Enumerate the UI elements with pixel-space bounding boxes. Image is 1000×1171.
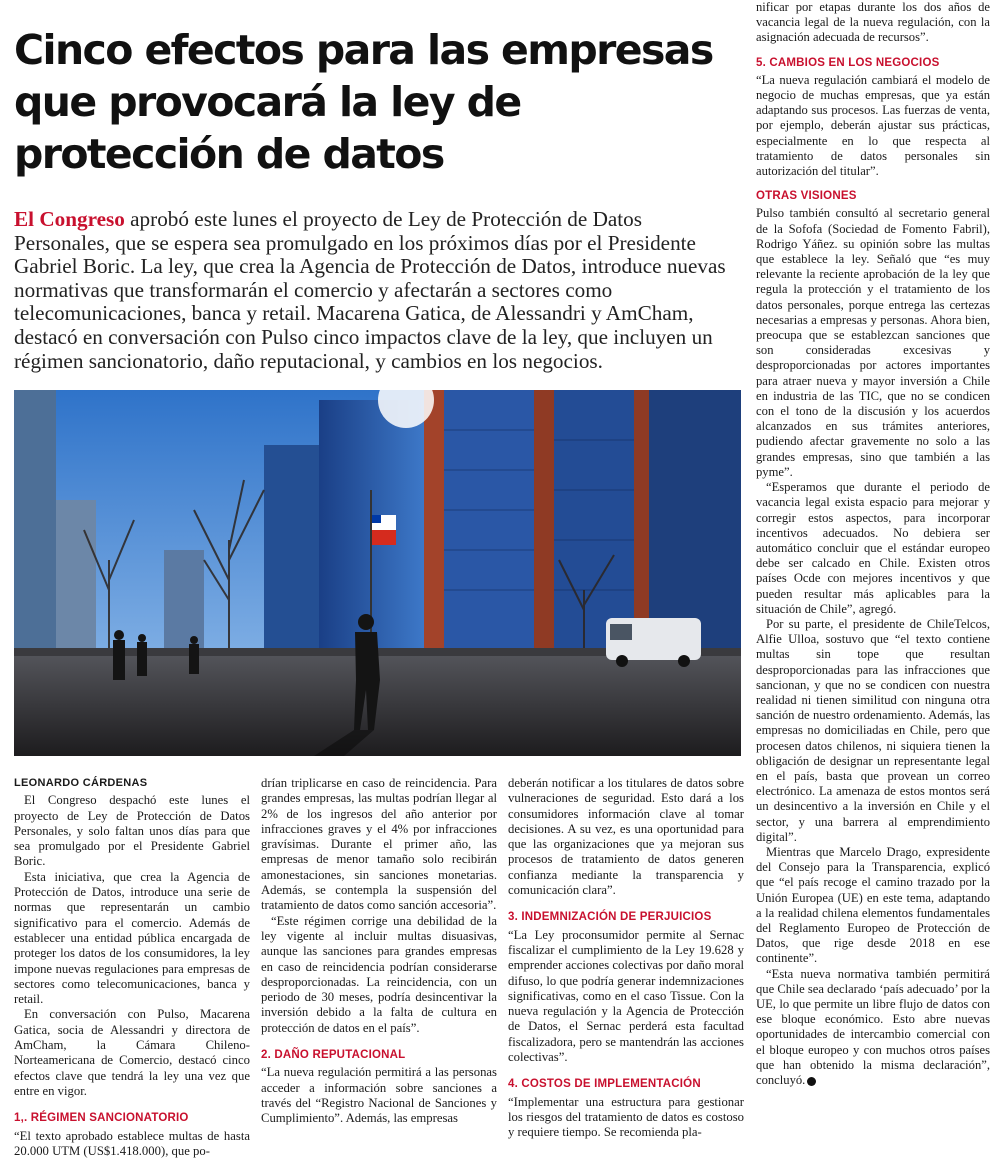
lead-kicker: El Congreso — [14, 207, 125, 231]
column-3 — [508, 776, 744, 1141]
section-heading: 3. INDEMNIZACIÓN DE PERJUICIOS — [508, 911, 712, 924]
column-2 — [261, 776, 497, 1127]
paragraph: Esta iniciativa, que crea la Agencia de Protección de Datos, introduce una serie de normas que representarán un cambio significativo para el comercio. Además de establecer una entidad pública encargada de proteger los datos de los consumidores, la ley impone nuevas regulaciones para empresas de sectores como telecomunicaciones, banca y retail. — [14, 869, 250, 1007]
paragraph: “El texto aprobado establece multas de hasta 20.000 UTM (US$1.418.000), que po- — [14, 1128, 250, 1158]
section-heading: OTRAS VISIONES — [756, 190, 857, 203]
paragraph: “Este régimen corrige una debilidad de la ley vigente al incluir multas disuasivas, aunque las sanciones para grandes empresas en caso de reincidencia podrían considerarse desproporcionadas. La reincidencia, con un periodo de 30 meses, podría desincentivar la inversión debido a la falta de cultura en protección de datos en el país”. — [261, 913, 497, 1035]
paragraph: nificar por etapas durante los dos años de vacancia legal de la nueva regulación, con la asignación adecuada de recursos”. — [756, 0, 990, 45]
paragraph: “Implementar una estructura para gestionar los riesgos del tratamiento de datos es costoso y requiere tiempo. Se recomienda pla- — [508, 1094, 744, 1140]
paragraph: “La nueva regulación cambiará el modelo de negocio de muchas empresas, que ya están adaptando sus procesos. Las fuerzas de venta, por ejemplo, deberán ajustar sus prácticas, especialmente en lo que respecta al tratamiento de datos personales sin autorización del titular”. — [756, 72, 990, 179]
paragraph: “La Ley proconsumidor permite al Sernac fiscalizar el cumplimiento de la Ley 19.628 y emprender acciones colectivas por daño moral difuso, lo que podría generar indemnizaciones significativas, como en el caso Tissue. Con la nueva regulación y la Agencia de Protección de Datos, el Sernac perderá esta facultad fiscalizadora, pero se mantendrán las acciones colectivas”. — [508, 927, 744, 1065]
paragraph: Mientras que Marcelo Drago, expresidente del Consejo para la Transparencia, explicó que “el país recoge el camino trazado por la Unión Europea (UE) en este tema, adaptando a la realidad chilena elementos fundamentales del Reglamento Europeo de Protección de Datos, que rige desde 2018 en ese continente”. — [756, 844, 990, 966]
section-heading: 4. COSTOS DE IMPLEMENTACIÓN — [508, 1078, 701, 1091]
paragraph: “La nueva regulación permitirá a las personas acceder a información sobre sanciones a través del “Registro Nacional de Sanciones y Cumplimiento”. Además, las empresas — [261, 1065, 497, 1126]
article-photo — [14, 390, 741, 756]
lead-text: aprobó este lunes el proyecto de Ley de Protección de Datos Personales, que se espera sea promulgado en los próximos días por el Presidente Gabriel Boric. La ley, que crea la Agencia de Protección de Datos, introduce nuevas normativas que transformarán el comercio y afectarán a sectores como telecomunicaciones, banca y retail. Macarena Gatica, de Alessandri y AmCham, destacó en conversación con Pulso cinco impactos clave de la ley, que incluyen un régimen sancionatorio, daño reputacional, y cambios en los negocios. — [14, 207, 726, 373]
lead-paragraph — [14, 208, 738, 373]
paragraph: El Congreso despachó este lunes el proyecto de Ley de Protección de Datos Personales, y solo faltan unos días para que sea promulgado por el Presidente Gabriel Boric. — [14, 793, 250, 869]
section-heading: 1,. RÉGIMEN SANCIONATORIO — [14, 1112, 189, 1125]
paragraph: drían triplicarse en caso de reincidencia. Para grandes empresas, las multas podrían llegar al 2% de los ingresos del año anterior por infracciones graves y el 4% por infracciones gravísimas. Durante el primer año, las empresas de menor tamaño solo recibirán amonestaciones, sin sanciones monetarias. Además, se contempla la suspensión del tratamiento de datos como sanción accesoria”. — [261, 776, 497, 913]
column-1 — [14, 776, 250, 1159]
column-4 — [756, 0, 990, 1088]
byline: LEONARDO CÁRDENAS — [14, 777, 148, 789]
paragraph-text: “Esta nueva normativa también permitirá que Chile sea declarado ‘país adecuado’ por la UE, lo que permite un libre flujo de datos con ese bloque económico. Esto abre nuevas oportunidades de intercambio comercial con el bloque europeo y con muchos otros países que han obtenido la misma declaración”, concluyó. — [756, 966, 990, 1088]
headline: Cinco efectos para las empresas que provocará la ley de protección de datos — [14, 26, 713, 178]
section-heading: 2. DAÑO REPUTACIONAL — [261, 1049, 406, 1062]
paragraph: “Esperamos que durante el periodo de vacancia legal exista espacio para mejorar y corregir estos aspectos, para incorporar incentivos adecuados. No debiera ser automático concluir que el estándar europeo debe ser calcado en Chile. Existen otros países Ocde con mejores incentivos y que pueden resultar más aplicables para la situación de Chile”, agregó. — [756, 480, 990, 616]
paragraph: Pulso también consultó al secretario general de la Sofofa (Sociedad de Fomento Fabril), Rodrigo Yáñez. su opinión sobre las multas que establece la ley. Señaló que “es muy relevante la reciente aprobación de la ley que regula la protección y el tratamiento de los datos personales, porque entrega las certezas necesarias a empresas y personas. Ahora bien, preocupa que se establezcan sanciones que son consideradas excesivas y desproporcionadas por actores importantes para atraer nueva y mayor inversión a Chile en industria de las TIC, que no se condicen con el tono de la discusión y los acuerdos alcanzados en sus trámites anteriores, pudiendo afectar gravemente no solo a las grandes empresas, sino que también a las pyme”. — [756, 206, 990, 479]
last-paragraph — [756, 967, 990, 1089]
paragraph: En conversación con Pulso, Macarena Gatica, socia de Alessandri y directora de AmCham, la Cámara Chileno-Norteamericana de Comercio, destacó cinco efectos clave que tendrá la ley una vez que entre en vigor. — [14, 1007, 250, 1098]
section-heading: 5. CAMBIOS EN LOS NEGOCIOS — [756, 56, 940, 69]
end-mark-icon — [807, 1077, 816, 1086]
paragraph: deberán notificar a los titulares de datos sobre vulneraciones de seguridad. Esto dará a los consumidores información clave al tomar decisiones. A su vez, es una oportunidad para que las organizaciones que ya mejoran sus procesos de tratamiento de datos generen confianza mediante la transparencia y comunicación clara”. — [508, 776, 744, 898]
paragraph: Por su parte, el presidente de ChileTelcos, Alfie Ulloa, sostuvo que “el texto contiene multas sin tope que resultan desproporcionadas para las infracciones que sancionan, y que no se condicen con nuestra realidad ni tienen similitud con ninguna otra sanción de nuestro ordenamiento. Además, las empresas no domiciliadas en Chile, pero que procesen datos chilenos, ni siquiera tienen la obligación de designar un representante legal en el país, basta que provean un correo electrónico. La amenaza de estos montos será un desincentivo a la inversión en Chile y el sector, y una barrera al emprendimiento digital”. — [756, 616, 990, 844]
